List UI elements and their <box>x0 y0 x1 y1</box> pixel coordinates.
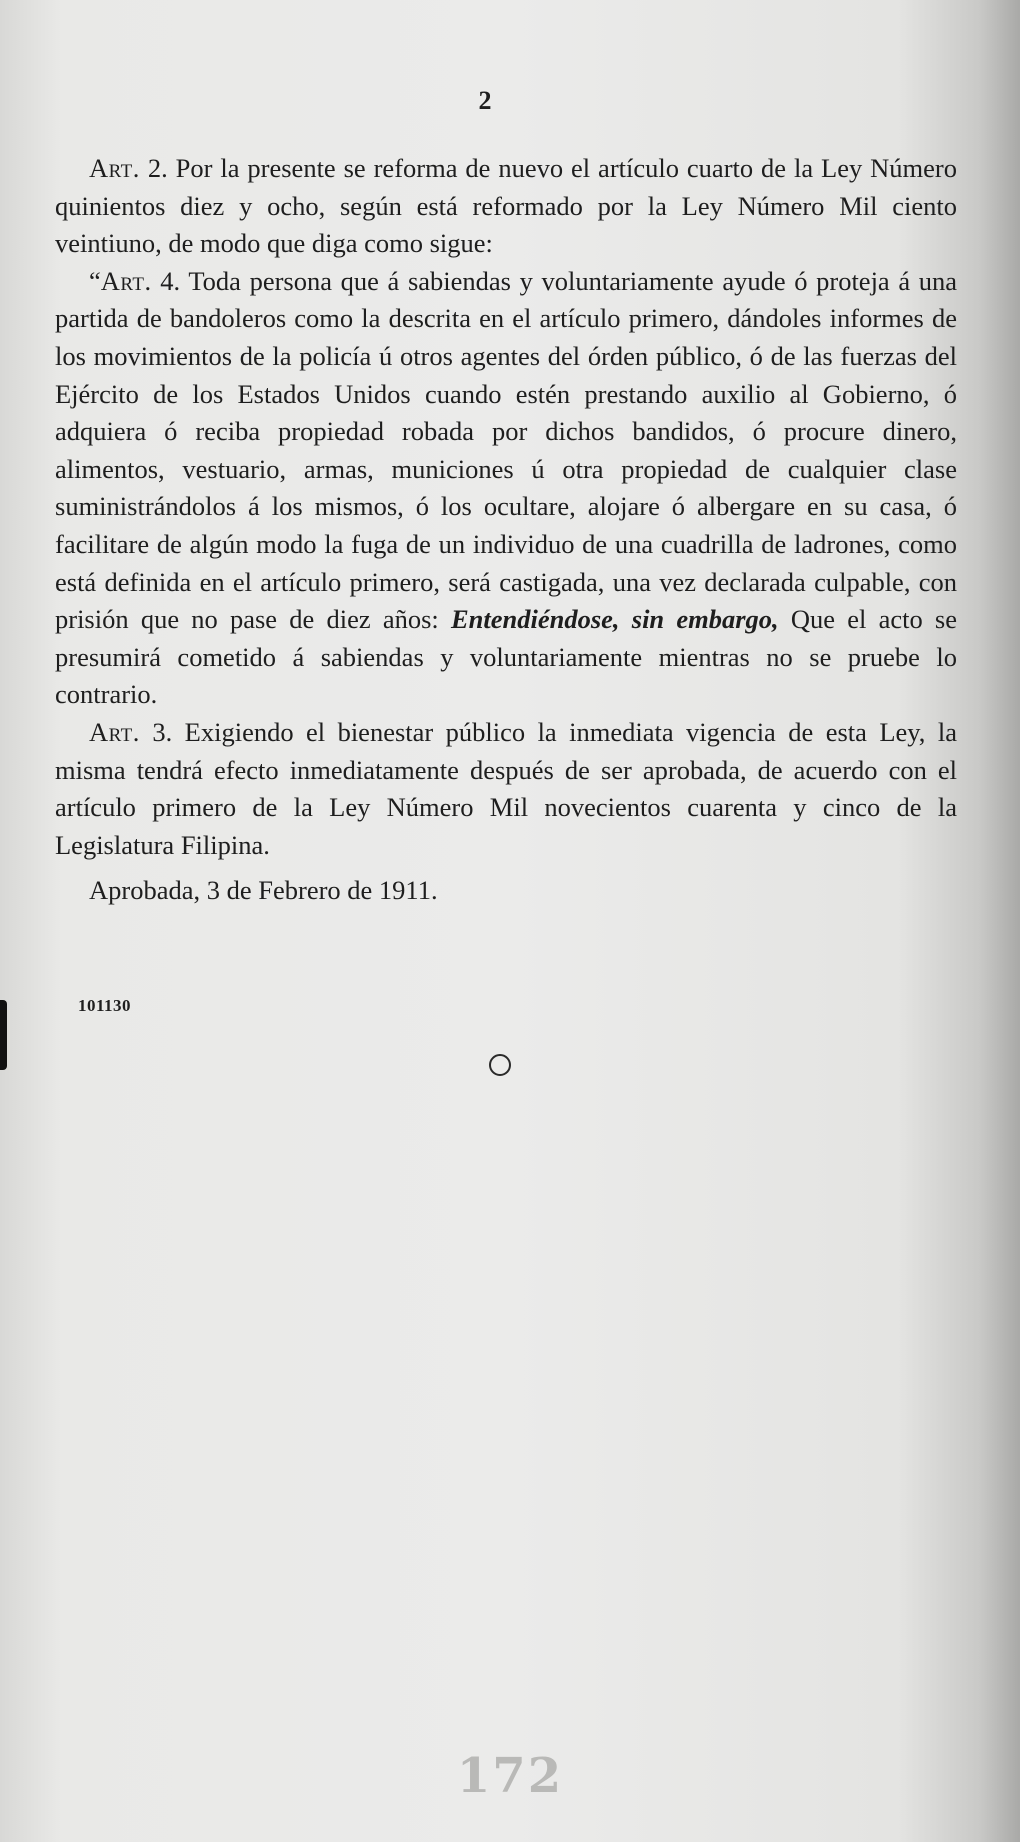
document-body <box>55 150 957 910</box>
approval-date: Aprobada, 3 de Febrero de 1911. <box>89 875 438 906</box>
article-2-text: 2. Por la presente se reforma de nuevo el artículo cuarto de la Ley Número quinientos diez y ocho, según está reformado por la Ley Número Mil ciento veintiuno, de modo que diga como sigue: <box>55 153 957 259</box>
page-number: 2 <box>478 86 492 115</box>
article-4-emphasis: Entendiéndose, sin embargo, <box>450 604 779 635</box>
article-3-paragraph <box>55 714 957 864</box>
stamped-page-number: 172 <box>456 1748 564 1804</box>
article-3-label: Art. <box>89 716 140 747</box>
document-code: 101130 <box>78 996 132 1015</box>
article-3-text: 3. Exigiendo el bienestar público la inmediata vigencia de esta Ley, la misma tendrá efecto inmediatamente después de ser aprobada, de acuerdo con el artículo primero de la Ley Número Mil novecientos cuarenta y cinco de la Legislatura Filipina. <box>55 716 957 860</box>
article-4-label: Art. <box>100 265 152 296</box>
article-4-open-quote: “ <box>89 265 101 296</box>
article-4-tail: Que el acto se presumirá cometido á sabiendas y voluntariamente mientras no se pruebe lo contrario. <box>55 604 957 710</box>
article-4-paragraph <box>55 263 957 714</box>
article-2-label: Art. <box>89 153 140 183</box>
article-2-paragraph <box>55 150 957 263</box>
end-circle-icon <box>489 1054 511 1076</box>
page-edge-tab <box>0 1000 7 1070</box>
article-4-text: 4. Toda persona que á sabiendas y voluntariamente ayude ó proteja á una partida de bandoleros como la descrita en el artículo primero, dándoles informes de los movimientos de la policía ú otros agentes del órden público, ó de las fuerzas del Ejército de los Estados Unidos cuando estén prestando auxilio al Gobierno, ó adquiera ó reciba propiedad robada por dichos bandidos, ó procure dinero, alimentos, vestuario, armas, municiones ú otra propiedad de cualquier clase suministrándolos á los mismos, ó los ocultare, alojare ó albergare en su casa, ó facilitare de algún modo la fuga de un individuo de una cuadrilla de ladrones, como está definida en el artículo primero, será castigada, una vez declarada culpable, con prisión que no pase de diez años: <box>55 265 957 635</box>
